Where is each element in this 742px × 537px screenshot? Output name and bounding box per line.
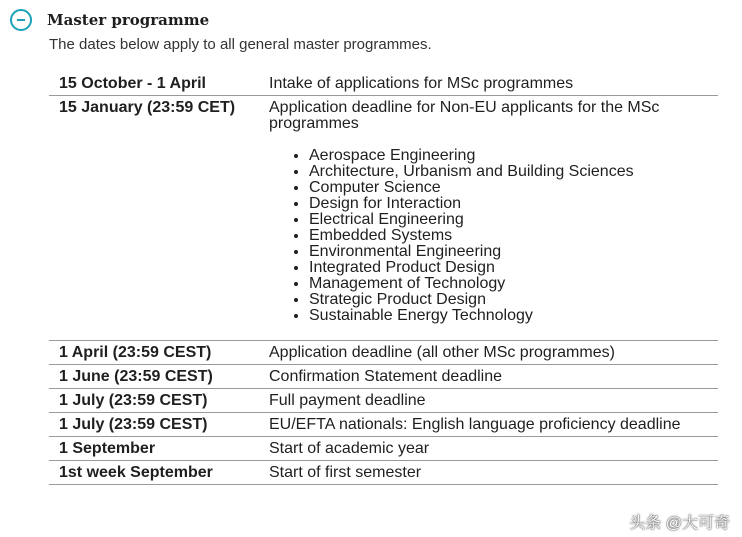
date-cell: 15 October - 1 April (49, 72, 259, 96)
description-text: Application deadline for Non-EU applicants for the MSc programmes (269, 99, 660, 132)
programme-list (269, 148, 708, 324)
list-item: • Embedded Systems (309, 228, 708, 244)
description-cell: Full payment deadline (259, 389, 718, 413)
list-item: • Computer Science (309, 180, 708, 196)
description-cell: Start of first semester (259, 461, 718, 485)
table-row (49, 365, 718, 389)
list-item: • Integrated Product Design (309, 260, 708, 276)
list-item: • Electrical Engineering (309, 212, 708, 228)
description-cell: Confirmation Statement deadline (259, 365, 718, 389)
date-cell: 1 June (23:59 CEST) (49, 365, 259, 389)
list-item: • Environmental Engineering (309, 244, 708, 260)
intro-text: The dates below apply to all general master programmes. (49, 36, 432, 53)
table-row (49, 413, 718, 437)
description-cell: Application deadline (all other MSc programmes) (259, 341, 718, 365)
dates-table (49, 72, 718, 485)
description-cell: Start of academic year (259, 437, 718, 461)
date-cell: 1 July (23:59 CEST) (49, 413, 259, 437)
table-row (49, 72, 718, 96)
master-programme-accordion[interactable] (10, 6, 209, 34)
table-row (49, 341, 718, 365)
description-cell (259, 96, 718, 341)
table-row (49, 437, 718, 461)
table-row (49, 389, 718, 413)
list-item: • Strategic Product Design (309, 292, 708, 308)
date-cell: 1 September (49, 437, 259, 461)
list-item: • Sustainable Energy Technology (309, 308, 708, 324)
list-item: • Management of Technology (309, 276, 708, 292)
date-cell: 1 April (23:59 CEST) (49, 341, 259, 365)
date-cell: 1st week September (49, 461, 259, 485)
date-cell: 1 July (23:59 CEST) (49, 389, 259, 413)
list-item: • Aerospace Engineering (309, 148, 708, 164)
section-title: Master programme (47, 11, 210, 29)
date-cell: 15 January (23:59 CET) (49, 96, 259, 341)
description-cell: EU/EFTA nationals: English language proficiency deadline (259, 413, 718, 437)
list-item: • Design for Interaction (309, 196, 708, 212)
watermark: 头条 @大可奇 (629, 515, 730, 532)
description-cell: Intake of applications for MSc programmes (259, 72, 718, 96)
collapse-minus-icon[interactable] (10, 9, 32, 31)
list-item: • Architecture, Urbanism and Building Sciences (309, 164, 708, 180)
table-row (49, 96, 718, 341)
table-row (49, 461, 718, 485)
